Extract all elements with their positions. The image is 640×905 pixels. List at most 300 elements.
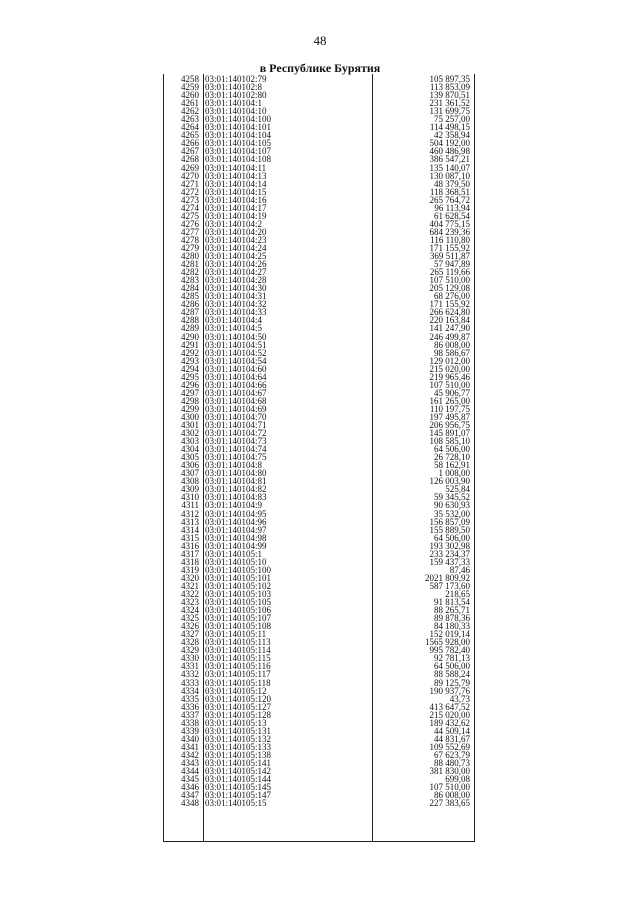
cadastral-value: 159 437,33 [429, 556, 470, 567]
table-row [0, 147, 640, 155]
cadastral-value: 45 906,77 [434, 387, 470, 398]
row-number: 4343 [181, 757, 199, 768]
row-number: 4338 [181, 717, 199, 728]
table-row [0, 292, 640, 300]
cadastral-number: 03:01:140104:13 [205, 170, 267, 181]
row-number: 4290 [181, 331, 199, 342]
row-number: 4303 [181, 436, 199, 447]
table-body [0, 75, 640, 807]
cadastral-number: 03:01:140104:50 [205, 331, 267, 342]
cadastral-value: 92 781,13 [434, 653, 470, 664]
row-number: 4326 [181, 621, 199, 632]
cadastral-value: 197 495,87 [429, 411, 470, 422]
cadastral-number: 03:01:140105:142 [205, 766, 272, 777]
table-row [0, 244, 640, 252]
cadastral-number: 03:01:140104:71 [205, 420, 267, 431]
table-row [0, 268, 640, 276]
cadastral-number: 03:01:140104:100 [205, 114, 272, 125]
cadastral-value: 130 087,10 [429, 170, 470, 181]
row-number: 4345 [181, 774, 199, 785]
table-row [0, 196, 640, 204]
cadastral-value: 86 008,00 [434, 790, 470, 801]
cadastral-value: 131 699,75 [429, 106, 470, 117]
cadastral-value: 171 155,92 [429, 242, 470, 253]
table-row [0, 316, 640, 324]
table-row [0, 485, 640, 493]
cadastral-value: 91 813,54 [434, 597, 470, 608]
cadastral-number: 03:01:140104:15 [205, 186, 267, 197]
table-row [0, 397, 640, 405]
cadastral-value: 161 265,00 [429, 395, 470, 406]
table-row [0, 260, 640, 268]
table-row [0, 115, 640, 123]
row-number: 4315 [181, 532, 199, 543]
cadastral-number: 03:01:140104:19 [205, 210, 267, 221]
cadastral-number: 03:01:140104:27 [205, 267, 267, 278]
row-number: 4291 [181, 339, 199, 350]
cadastral-number: 03:01:140105:127 [205, 701, 272, 712]
cadastral-value: 68 276,00 [434, 291, 470, 302]
cadastral-number: 03:01:140104:96 [205, 516, 267, 527]
cadastral-number: 03:01:140105:107 [205, 613, 272, 624]
cadastral-number: 03:01:140105:132 [205, 733, 272, 744]
table-row [0, 75, 640, 83]
table-row [0, 228, 640, 236]
table-row [0, 598, 640, 606]
row-number: 4262 [181, 106, 199, 117]
table-row [0, 308, 640, 316]
table-row [0, 590, 640, 598]
row-number: 4341 [181, 741, 199, 752]
row-number: 4321 [181, 580, 199, 591]
cadastral-value: 404 775,15 [429, 218, 470, 229]
row-number: 4323 [181, 597, 199, 608]
row-number: 4300 [181, 411, 199, 422]
cadastral-number: 03:01:140104:108 [205, 154, 272, 165]
cadastral-value: 684 239,36 [429, 226, 470, 237]
cadastral-value: 116 110,80 [430, 234, 470, 245]
cadastral-number: 03:01:140104:105 [205, 138, 272, 149]
cadastral-value: 44 831,67 [434, 733, 470, 744]
row-number: 4275 [181, 210, 199, 221]
cadastral-number: 03:01:140105:105 [205, 597, 272, 608]
cadastral-value: 504 192,00 [429, 138, 470, 149]
row-number: 4268 [181, 154, 199, 165]
table-row [0, 767, 640, 775]
row-number: 4286 [181, 299, 199, 310]
table-row [0, 477, 640, 485]
table-row [0, 220, 640, 228]
table-row [0, 550, 640, 558]
row-number: 4271 [181, 178, 199, 189]
row-number: 4312 [181, 508, 199, 519]
table-row [0, 357, 640, 365]
row-number: 4322 [181, 589, 199, 599]
cadastral-value: 265 764,72 [429, 194, 470, 205]
cadastral-number: 03:01:140104:26 [205, 259, 267, 270]
cadastral-number: 03:01:140104:83 [205, 492, 267, 503]
row-number: 4299 [181, 403, 199, 414]
table-row [0, 445, 640, 453]
cadastral-value: 126 003,90 [429, 476, 470, 487]
table-row [0, 413, 640, 421]
row-number: 4274 [181, 202, 199, 213]
cadastral-number: 03:01:140104:1 [205, 98, 263, 109]
cadastral-value: 89 878,36 [434, 613, 470, 624]
table-row [0, 493, 640, 501]
cadastral-value: 75 257,00 [434, 114, 470, 125]
row-number: 4277 [181, 226, 199, 237]
table-row [0, 123, 640, 131]
table-row [0, 188, 640, 196]
cadastral-number: 03:01:140104:104 [205, 130, 272, 141]
cadastral-value: 525,84 [445, 484, 470, 495]
cadastral-value: 156 857,09 [429, 516, 470, 527]
row-number: 4340 [181, 733, 199, 744]
row-number: 4307 [181, 468, 199, 479]
row-number: 4306 [181, 460, 199, 471]
table-row [0, 284, 640, 292]
cadastral-value: 84 180,33 [434, 621, 470, 632]
row-number: 4265 [181, 130, 199, 141]
row-number: 4334 [181, 685, 199, 696]
cadastral-number: 03:01:140105:13 [205, 717, 267, 728]
row-number: 4328 [181, 637, 199, 648]
row-number: 4314 [181, 524, 199, 535]
row-number: 4305 [181, 452, 199, 463]
cadastral-number: 03:01:140104:101 [205, 122, 272, 133]
row-number: 4288 [181, 315, 199, 326]
table-row [0, 252, 640, 260]
cadastral-number: 03:01:140105:103 [205, 589, 272, 599]
cadastral-number: 03:01:140105:1 [205, 548, 263, 559]
cadastral-number: 03:01:140104:17 [205, 202, 267, 213]
cadastral-value: 109 552,69 [429, 741, 470, 752]
table-row [0, 131, 640, 139]
table-row [0, 276, 640, 284]
cadastral-value: 96 113,94 [434, 202, 470, 213]
row-number: 4304 [181, 444, 199, 455]
row-number: 4336 [181, 701, 199, 712]
cadastral-number: 03:01:140104:107 [205, 146, 272, 157]
cadastral-value: 64 506,00 [434, 661, 470, 672]
row-number: 4302 [181, 428, 199, 439]
table-row [0, 204, 640, 212]
row-number: 4298 [181, 395, 199, 406]
row-number: 4276 [181, 218, 199, 229]
row-number: 4269 [181, 162, 199, 173]
table-row [0, 670, 640, 678]
row-number: 4281 [181, 259, 199, 270]
table-row [0, 324, 640, 332]
cadastral-number: 03:01:140104:99 [205, 540, 267, 551]
cadastral-value: 61 628,54 [434, 210, 470, 221]
cadastral-number: 03:01:140104:72 [205, 428, 267, 439]
cadastral-value: 141 247,90 [429, 323, 470, 334]
table-row [0, 405, 640, 413]
cadastral-value: 87,46 [449, 564, 470, 575]
cadastral-value: 215 020,00 [429, 363, 470, 374]
table-row [0, 349, 640, 357]
cadastral-number: 03:01:140102:80 [205, 90, 267, 101]
cadastral-number: 03:01:140104:54 [205, 355, 267, 366]
cadastral-number: 03:01:140104:11 [205, 162, 267, 173]
cadastral-number: 03:01:140105:147 [205, 790, 272, 801]
cadastral-value: 699,08 [445, 774, 470, 785]
cadastral-value: 107 510,00 [429, 275, 470, 286]
cadastral-value: 42 358,94 [434, 130, 470, 141]
row-number: 4311 [181, 500, 199, 511]
cadastral-number: 03:01:140105:128 [205, 709, 272, 720]
row-number: 4310 [181, 492, 199, 503]
cadastral-number: 03:01:140104:5 [205, 323, 263, 334]
table-row [0, 662, 640, 670]
cadastral-number: 03:01:140104:2 [205, 218, 263, 229]
row-number: 4295 [181, 371, 199, 382]
cadastral-number: 03:01:140104:25 [205, 251, 267, 262]
cadastral-number: 03:01:140105:108 [205, 621, 272, 632]
cadastral-number: 03:01:140104:30 [205, 283, 267, 294]
row-number: 4267 [181, 146, 199, 157]
row-number: 4294 [181, 363, 199, 374]
cadastral-number: 03:01:140104:97 [205, 524, 267, 535]
table-row [0, 775, 640, 783]
cadastral-number: 03:01:140102:8 [205, 82, 263, 93]
row-number: 4279 [181, 242, 199, 253]
table-row [0, 727, 640, 735]
row-number: 4331 [181, 661, 199, 672]
table-row [0, 429, 640, 437]
cadastral-number: 03:01:140105:117 [205, 669, 271, 680]
cadastral-value: 1 008,00 [438, 468, 470, 479]
cadastral-value: 110 197,75 [429, 403, 470, 414]
row-number: 4259 [181, 82, 199, 93]
row-number: 4266 [181, 138, 199, 149]
row-number: 4342 [181, 749, 199, 760]
table-row [0, 638, 640, 646]
row-number: 4346 [181, 782, 199, 793]
table-row [0, 300, 640, 308]
cadastral-value: 64 506,00 [434, 444, 470, 455]
table-row [0, 461, 640, 469]
row-number: 4272 [181, 186, 199, 197]
cadastral-value: 35 532,00 [434, 508, 470, 519]
cadastral-number: 03:01:140105:114 [205, 645, 271, 656]
cadastral-value: 189 432,62 [429, 717, 470, 728]
table-row [0, 437, 640, 445]
table-row [0, 614, 640, 622]
cadastral-value: 266 624,80 [429, 307, 470, 318]
cadastral-number: 03:01:140104:68 [205, 395, 267, 406]
document-header: в Республике Бурятия [259, 61, 381, 75]
row-number: 4327 [181, 629, 199, 640]
cadastral-number: 03:01:140104:98 [205, 532, 267, 543]
table-row [0, 719, 640, 727]
cadastral-number: 03:01:140105:138 [205, 749, 272, 760]
cadastral-number: 03:01:140105:106 [205, 605, 272, 616]
row-number: 4324 [181, 605, 199, 616]
row-number: 4337 [181, 709, 199, 720]
table-row [0, 91, 640, 99]
cadastral-number: 03:01:140104:10 [205, 106, 267, 117]
cadastral-value: 26 728,10 [434, 452, 470, 463]
cadastral-number: 03:01:140105:141 [205, 757, 272, 768]
cadastral-value: 1565 928,00 [425, 637, 470, 648]
cadastral-number: 03:01:140104:16 [205, 194, 267, 205]
row-number: 4261 [181, 98, 199, 109]
table-row [0, 373, 640, 381]
cadastral-value: 265 119,66 [429, 267, 470, 278]
cadastral-value: 460 486,98 [429, 146, 470, 157]
cadastral-value: 107 510,00 [429, 379, 470, 390]
table-row [0, 381, 640, 389]
table-row [0, 799, 640, 807]
cadastral-value: 413 647,52 [429, 701, 470, 712]
row-number: 4313 [181, 516, 199, 527]
cadastral-value: 98 586,67 [434, 347, 470, 358]
cadastral-value: 44 509,14 [434, 725, 470, 736]
table-row [0, 574, 640, 582]
cadastral-value: 215 020,00 [429, 709, 470, 720]
table-row [0, 654, 640, 662]
table-row [0, 558, 640, 566]
row-number: 4285 [181, 291, 199, 302]
cadastral-value: 233 234,37 [429, 548, 470, 559]
cadastral-value: 386 547,21 [429, 154, 470, 165]
row-number: 4347 [181, 790, 199, 801]
cadastral-number: 03:01:140104:73 [205, 436, 267, 447]
cadastral-value: 246 499,87 [429, 331, 470, 342]
cadastral-number: 03:01:140104:9 [205, 500, 263, 511]
row-number: 4344 [181, 766, 199, 777]
row-number: 4278 [181, 234, 199, 245]
row-number: 4297 [181, 387, 199, 398]
table-row [0, 783, 640, 791]
table-row [0, 711, 640, 719]
cadastral-number: 03:01:140104:8 [205, 460, 263, 471]
table-row [0, 735, 640, 743]
table-row [0, 212, 640, 220]
cadastral-value: 118 368,51 [429, 186, 470, 197]
cadastral-number: 03:01:140104:74 [205, 444, 267, 455]
table-row [0, 107, 640, 115]
cadastral-value: 139 870,51 [429, 90, 470, 101]
table-row [0, 687, 640, 695]
cadastral-number: 03:01:140104:51 [205, 339, 267, 350]
row-number: 4320 [181, 572, 199, 583]
cadastral-value: 205 129,08 [429, 283, 470, 294]
cadastral-value: 59 345,52 [434, 492, 470, 503]
cadastral-value: 218,65 [445, 589, 470, 599]
row-number: 4319 [181, 564, 199, 575]
table-row [0, 164, 640, 172]
table-row [0, 566, 640, 574]
cadastral-number: 03:01:140104:32 [205, 299, 267, 310]
table-row [0, 646, 640, 654]
cadastral-value: 88 480,73 [434, 757, 470, 768]
row-number: 4308 [181, 476, 199, 487]
row-number: 4282 [181, 267, 199, 278]
cadastral-value: 2021 809,92 [425, 572, 470, 583]
cadastral-value: 145 891,07 [429, 428, 470, 439]
table-row [0, 622, 640, 630]
cadastral-number: 03:01:140105:101 [205, 572, 272, 583]
cadastral-number: 03:01:140104:28 [205, 275, 267, 286]
table-row [0, 695, 640, 703]
table-row [0, 751, 640, 759]
table-row [0, 99, 640, 107]
cadastral-value: 220 163,84 [429, 315, 470, 326]
cadastral-number: 03:01:140105:12 [205, 685, 267, 696]
table-row [0, 333, 640, 341]
table-row [0, 389, 640, 397]
table-row [0, 139, 640, 147]
cadastral-number: 03:01:140104:23 [205, 234, 267, 245]
cadastral-value: 219 965,46 [429, 371, 470, 382]
cadastral-value: 587 173,60 [429, 580, 470, 591]
cadastral-number: 03:01:140104:66 [205, 379, 267, 390]
cadastral-number: 03:01:140105:131 [205, 725, 272, 736]
cadastral-number: 03:01:140105:145 [205, 782, 272, 793]
cadastral-value: 381 830,00 [429, 766, 470, 777]
row-number: 4260 [181, 90, 199, 101]
row-number: 4280 [181, 251, 199, 262]
row-number: 4270 [181, 170, 199, 181]
cadastral-number: 03:01:140104:81 [205, 476, 267, 487]
table-row [0, 510, 640, 518]
row-number: 4318 [181, 556, 199, 567]
row-number: 4293 [181, 355, 199, 366]
cadastral-number: 03:01:140104:14 [205, 178, 267, 189]
cadastral-number: 03:01:140105:118 [205, 677, 271, 688]
cadastral-number: 03:01:140104:31 [205, 291, 267, 302]
table-row [0, 791, 640, 799]
cadastral-value: 67 623,79 [434, 749, 470, 760]
cadastral-value: 90 630,93 [434, 500, 470, 511]
cadastral-value: 190 937,76 [429, 685, 470, 696]
table-row [0, 469, 640, 477]
table-row [0, 236, 640, 244]
row-number: 4335 [181, 693, 199, 704]
cadastral-number: 03:01:140104:95 [205, 508, 267, 519]
table-row [0, 534, 640, 542]
cadastral-value: 43,73 [449, 693, 470, 704]
row-number: 4332 [181, 669, 199, 680]
cadastral-number: 03:01:140105:113 [205, 637, 271, 648]
row-number: 4283 [181, 275, 199, 286]
table-row [0, 83, 640, 91]
cadastral-number: 03:01:140104:80 [205, 468, 267, 479]
cadastral-number: 03:01:140104:82 [205, 484, 267, 495]
row-number: 4316 [181, 540, 199, 551]
cadastral-number: 03:01:140104:69 [205, 403, 267, 414]
row-number: 4329 [181, 645, 199, 656]
row-number: 4284 [181, 283, 199, 294]
cadastral-value: 107 510,00 [429, 782, 470, 793]
table-row [0, 630, 640, 638]
table-row [0, 518, 640, 526]
row-number: 4301 [181, 420, 199, 431]
cadastral-value: 231 361,52 [429, 98, 470, 109]
cadastral-number: 03:01:140104:24 [205, 242, 267, 253]
table-row [0, 341, 640, 349]
cadastral-value: 135 140,07 [429, 162, 470, 173]
cadastral-number: 03:01:140104:60 [205, 363, 267, 374]
row-number: 4263 [181, 114, 199, 125]
table-row [0, 542, 640, 550]
cadastral-value: 57 947,89 [434, 259, 470, 270]
table-row [0, 526, 640, 534]
